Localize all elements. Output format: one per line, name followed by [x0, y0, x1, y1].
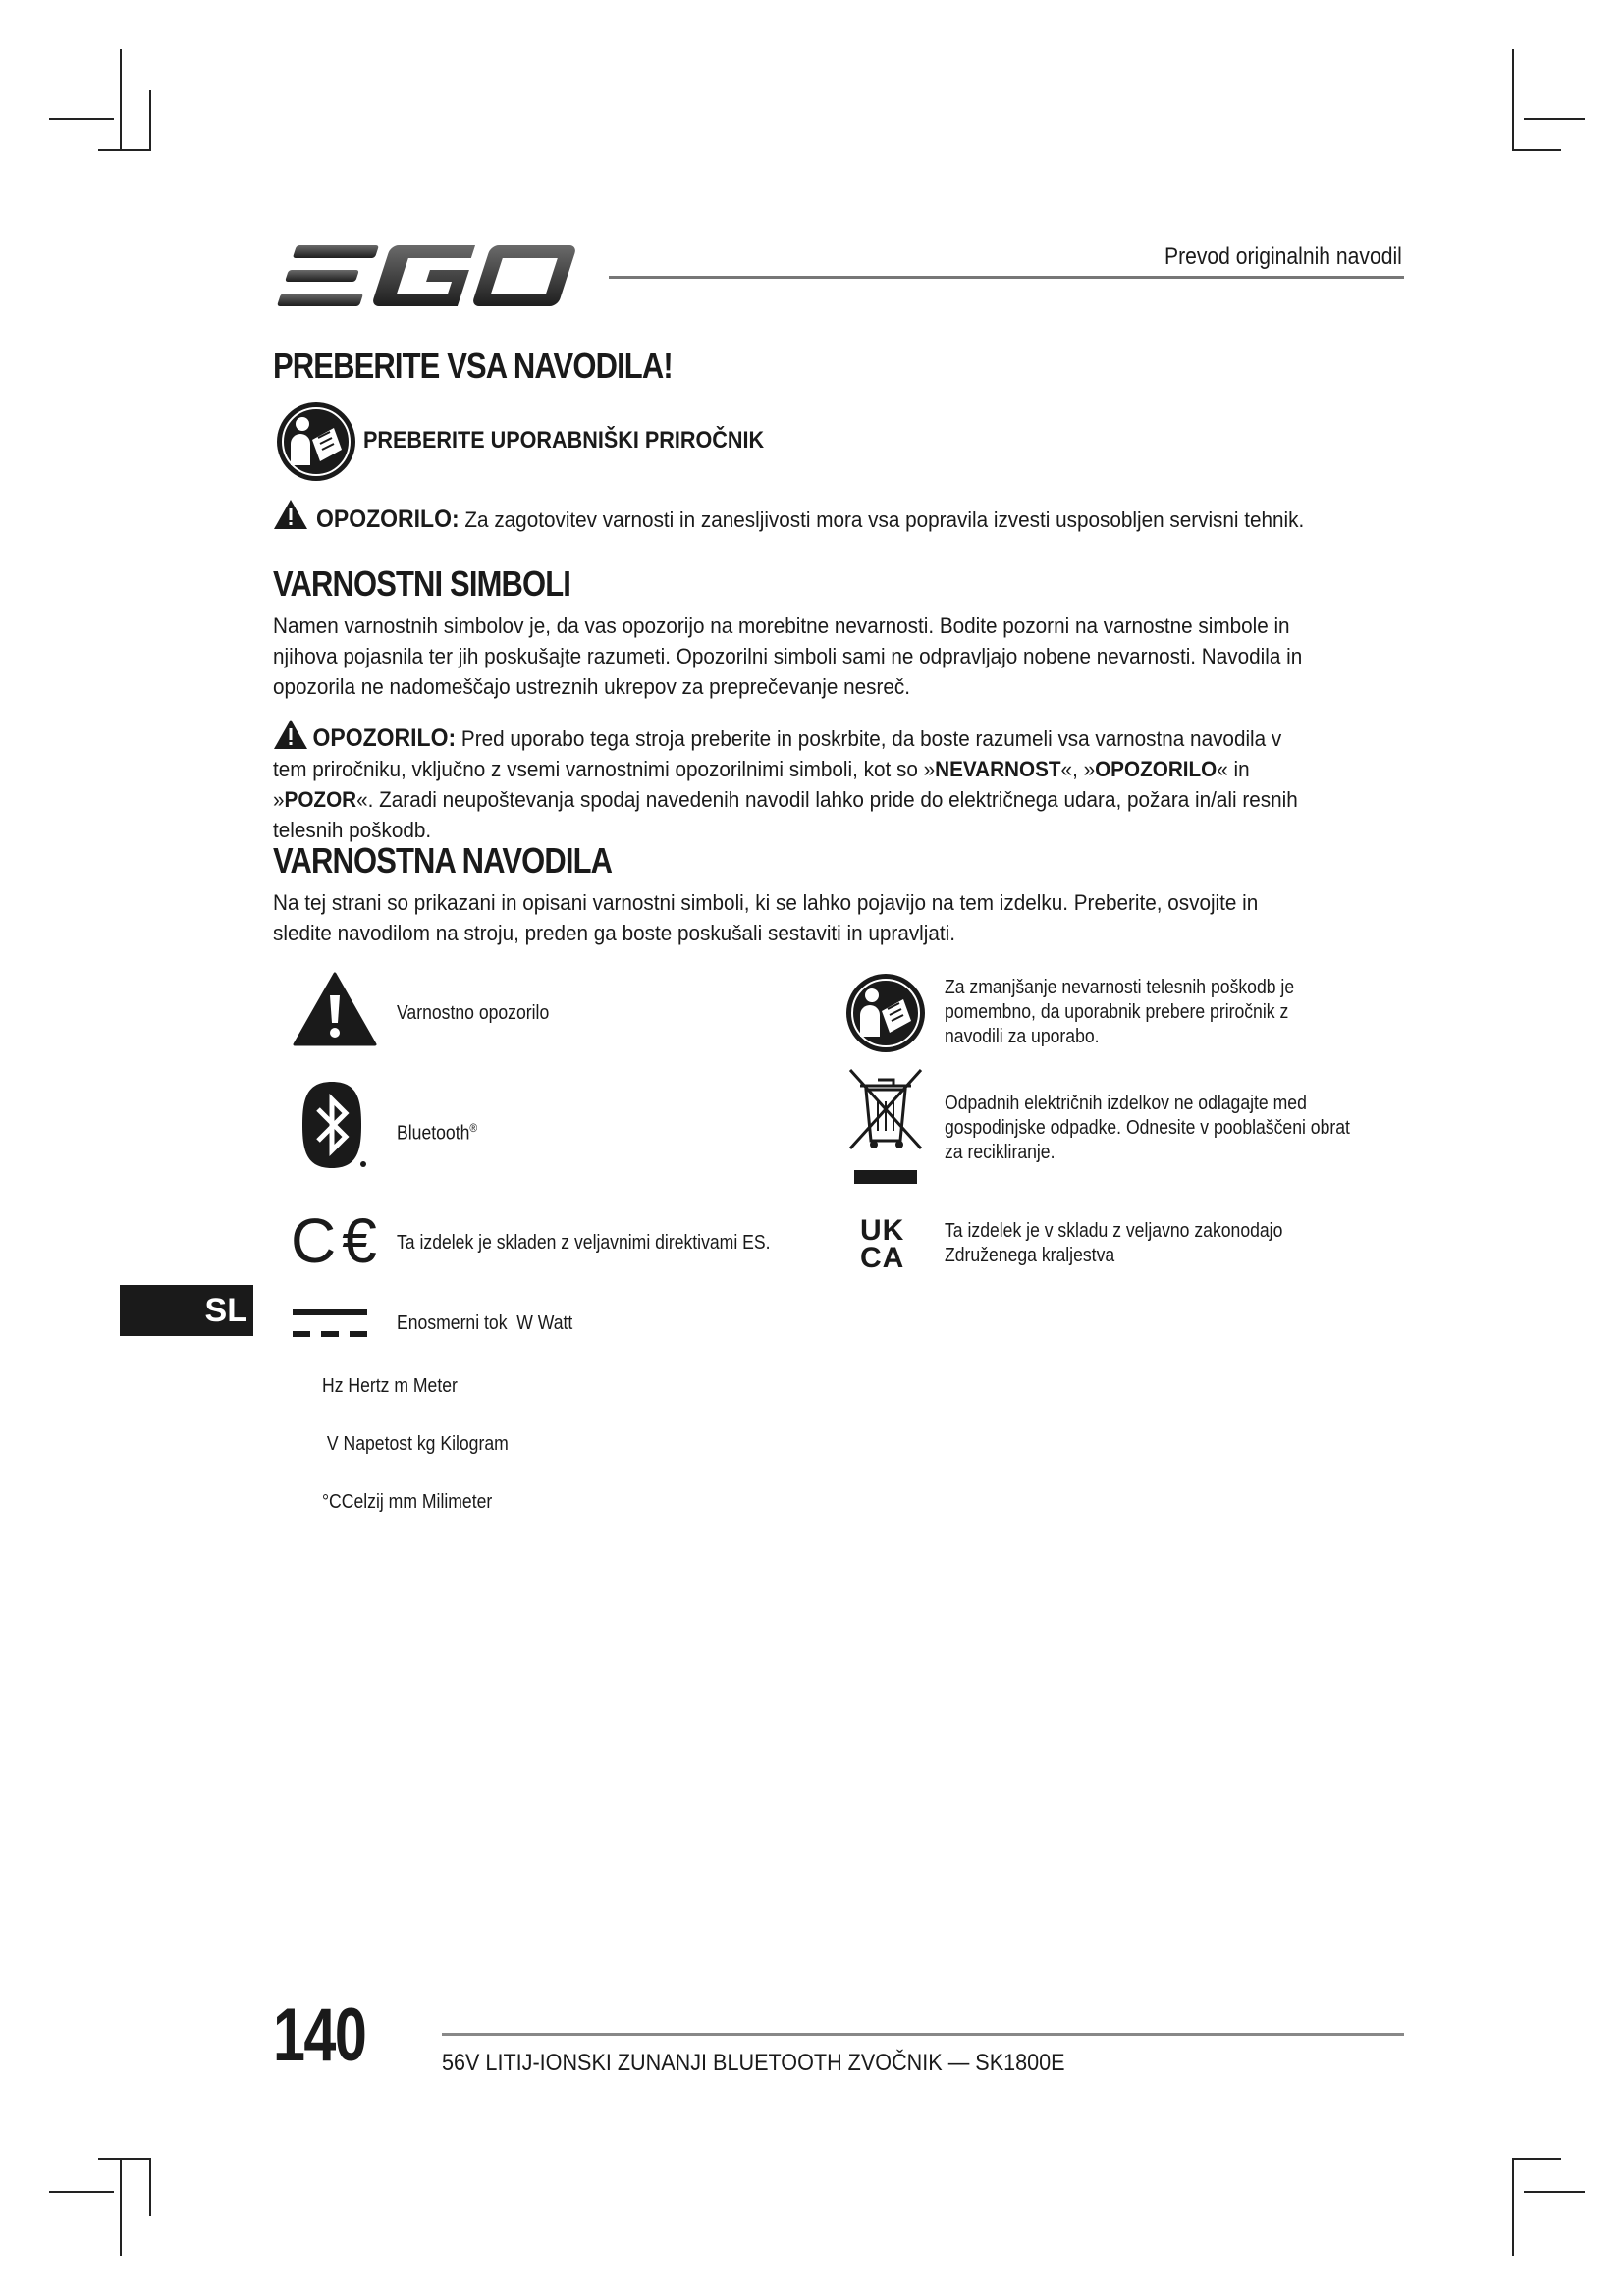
crop-mark-tl-v — [120, 49, 122, 151]
units-row-2: V Napetost kg Kilogram — [322, 1433, 509, 1455]
ce-label: Ta izdelek je skladen z veljavnimi direktivami ES. — [397, 1232, 771, 1254]
crop-mark-bl-h2 — [98, 2158, 151, 2160]
ego-logo-graphic — [275, 240, 577, 312]
warning-bold-danger: NEVARNOST — [935, 757, 1061, 781]
translation-note: Prevod originalnih navodil — [1164, 243, 1402, 270]
footer-product-name: 56V LITIJ-IONSKI ZUNANJI BLUETOOTH ZVOČNIK — SK1800E — [442, 2050, 1065, 2076]
crop-mark-br-h2 — [1512, 2158, 1561, 2160]
dc-symbol-icon — [293, 1308, 367, 1341]
ukca-mark-top: UK — [860, 1214, 905, 1247]
warning-bold-caution: POZOR — [284, 787, 357, 812]
crop-mark-bl-h — [49, 2191, 114, 2193]
safety-instructions-paragraph: Na tej strani so prikazani in opisani varnostni simboli, ki se lahko pojavijo na tem izdelku. Preberite, osvojite in sledite navodilom na stroju, preden ga boste poskušali sestaviti in upravljati. — [273, 890, 1259, 945]
ukca-description: Ta izdelek je v skladu z veljavno zakonodajo Združenega kraljestva — [945, 1220, 1283, 1266]
warning-text-1: Pred uporabo tega stroja preberite in poskrbite, da boste razumeli vsa varnostna navodila v tem priročniku, vključno z vsemi varnostnimi opozorilnimi simboli, kot so » — [273, 726, 1282, 781]
warning-bold-warning: OPOZORILO — [1095, 757, 1218, 781]
page-number: 140 — [273, 1994, 366, 2077]
read-manual-label: PREBERITE UPORABNIŠKI PRIROČNIK — [363, 427, 765, 454]
crop-mark-tl-v2 — [149, 90, 151, 151]
safety-symbols-paragraph: Namen varnostnih simbolov je, da vas opozorijo na morebitne nevarnosti. Bodite pozorni na varnostne simbole in njihova pojasnila ter jih poskušajte razumeti. Opozorilni simboli sami ne odpravljajo nobene nevarnosti. Navodila in opozorila ne nadomeščajo ustreznih ukrepov za preprečevanje nesreč. — [273, 614, 1303, 699]
safety-alert-icon — [293, 972, 377, 1046]
ce-mark-icon: C€ — [291, 1205, 383, 1276]
warning-read-instructions — [273, 723, 1312, 845]
read-manual-icon — [844, 972, 927, 1054]
warning-label: OPOZORILO: — [316, 506, 460, 533]
bluetooth-text: Bluetooth — [397, 1122, 470, 1145]
weee-description: Odpadnih električnih izdelkov ne odlagajte med gospodinjske odpadke. Odnesite v pooblaščeni obrat za recikliranje. — [945, 1093, 1350, 1163]
ukca-mark-bottom: CA — [860, 1242, 905, 1274]
crop-mark-br-h — [1524, 2191, 1585, 2193]
crop-mark-tl-h2 — [98, 149, 151, 151]
read-manual-description: Za zmanjšanje nevarnosti telesnih poškodb je pomembno, da uporabnik prebere priročnik z navodili za uporabo. — [945, 977, 1295, 1047]
dc-label: Enosmerni tok W Watt — [397, 1312, 573, 1334]
language-tab: SL — [120, 1285, 253, 1336]
safety-instructions-title: VARNOSTNA NAVODILA — [273, 840, 613, 881]
bluetooth-label — [397, 1116, 477, 1147]
footer-rule — [442, 2033, 1404, 2036]
read-all-title: PREBERITE VSA NAVODILA! — [273, 346, 673, 386]
ego-logo — [275, 240, 577, 312]
crop-mark-tl-h — [49, 118, 114, 120]
crop-mark-tr-v — [1512, 49, 1514, 151]
ukca-mark-icon — [860, 1214, 915, 1276]
units-row-1: Hz Hertz m Meter — [322, 1375, 458, 1397]
crop-mark-tr-h2 — [1512, 149, 1561, 151]
header-rule — [609, 276, 1404, 279]
bluetooth-icon — [300, 1080, 369, 1170]
read-manual-icon — [275, 400, 357, 483]
safety-alert-label: Varnostno opozorilo — [397, 1002, 550, 1024]
warning-label: OPOZORILO: — [312, 724, 457, 752]
crop-mark-bl-v — [120, 2158, 122, 2256]
crop-mark-bl-v2 — [149, 2158, 151, 2216]
warning-repairs — [316, 505, 1304, 535]
safety-symbols-title: VARNOSTNI SIMBOLI — [273, 563, 571, 604]
warning-text: Za zagotovitev varnosti in zanesljivosti mora vsa popravila izvesti usposobljen servisni tehnik. — [459, 507, 1305, 532]
units-row-3: °CCelzij mm Milimeter — [322, 1491, 493, 1513]
warning-text-3: « in » — [273, 757, 1250, 812]
crop-mark-tr-h — [1524, 118, 1585, 120]
warning-triangle-icon — [273, 499, 308, 530]
warning-text-2: «, » — [1060, 757, 1096, 781]
warning-text-4: «. Zaradi neupoštevanja spodaj navedenih navodil lahko pride do električnega udara, požara in/ali resnih telesnih poškodb. — [273, 787, 1298, 842]
weee-bin-icon — [846, 1066, 925, 1188]
registered-mark: ® — [469, 1121, 478, 1135]
crop-mark-br-v — [1512, 2158, 1514, 2256]
